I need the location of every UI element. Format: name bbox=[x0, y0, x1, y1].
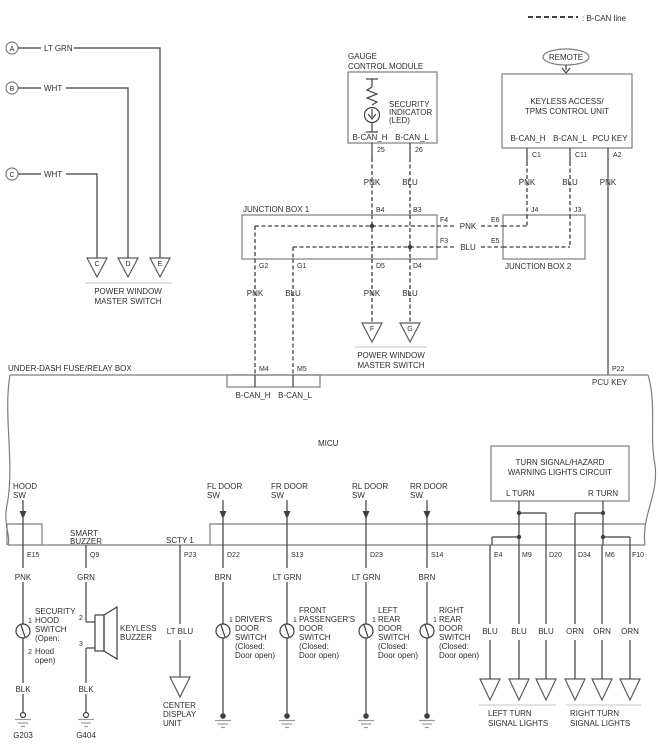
fr-door-label-1: FR DOOR bbox=[271, 482, 308, 491]
keyless-pin-c1: C1 bbox=[532, 152, 541, 159]
keyless-pin-bcanh: B-CAN_H bbox=[510, 134, 546, 143]
buzzer-speaker-icon bbox=[95, 607, 117, 659]
door-label: DRIVER'S bbox=[235, 615, 273, 624]
jb1-title: JUNCTION BOX 1 bbox=[243, 205, 310, 214]
display-label-3: UNIT bbox=[163, 719, 182, 728]
pin-m5: M5 bbox=[297, 366, 307, 373]
junction-box-1 bbox=[242, 205, 448, 270]
hood-sw-label-2: SW bbox=[13, 491, 26, 500]
keyless-pin-a2: A2 bbox=[613, 152, 622, 159]
triangle-c-letter: C bbox=[94, 261, 100, 268]
junction-box-2 bbox=[491, 207, 585, 271]
wire-color-ltgrn: LT GRN bbox=[272, 573, 302, 582]
keyless-buzzer bbox=[76, 545, 156, 740]
door-label: Door open) bbox=[439, 651, 480, 660]
ground-dot-icon bbox=[220, 713, 226, 719]
ground-terminal-icon bbox=[21, 713, 26, 718]
gauge-control-module bbox=[348, 52, 437, 215]
wire-color-pnk: PNK bbox=[363, 289, 381, 298]
wire-color-blu: BLU bbox=[511, 627, 527, 636]
hood-sw-input bbox=[13, 482, 37, 545]
right-turn-label-2: SIGNAL LIGHTS bbox=[570, 719, 631, 728]
power-window-label-1: POWER WINDOW bbox=[94, 287, 162, 296]
door-switch-pin: 1 bbox=[372, 617, 376, 624]
junction-dot bbox=[517, 535, 521, 539]
door-switch-pin: 1 bbox=[229, 617, 233, 624]
buzzer-label-2: BUZZER bbox=[120, 633, 152, 642]
hood-switch-label-1: SECURITY bbox=[35, 607, 76, 616]
wire-color-wht: WHT bbox=[44, 170, 63, 179]
under-dash-fuse-relay-box bbox=[6, 364, 656, 559]
right-rear-door-switch bbox=[419, 545, 480, 728]
turn-signal-hazard-circuit bbox=[491, 446, 630, 545]
wire-color-blu: BLU bbox=[402, 178, 418, 187]
hood-switch-label-5: Hood bbox=[35, 647, 55, 656]
triangle-connector-icon bbox=[509, 679, 529, 700]
center-display-unit bbox=[163, 545, 197, 728]
door-label: (Closed: bbox=[439, 642, 469, 651]
wire-color-blu: BLU bbox=[562, 178, 578, 187]
turn-circuit-title-2: WARNING LIGHTS CIRCUIT bbox=[507, 468, 613, 477]
power-window-label-2: MASTER SWITCH bbox=[94, 297, 162, 306]
ground-dot-icon bbox=[363, 713, 369, 719]
left-turn-label-1: LEFT TURN bbox=[488, 709, 532, 718]
wire-color-blu: BLU bbox=[460, 243, 476, 252]
pin-m9: M9 bbox=[522, 552, 532, 559]
door-label: DOOR bbox=[439, 624, 463, 633]
connector-c bbox=[6, 168, 97, 258]
jb2-pin-j4: J4 bbox=[531, 207, 539, 214]
indicator-label-3: (LED) bbox=[389, 116, 410, 125]
jb1-box bbox=[242, 215, 437, 259]
gauge-title-1: GAUGE bbox=[348, 52, 377, 61]
hood-switch-pin-2: 2 bbox=[28, 649, 32, 656]
wire-color-brn: BRN bbox=[214, 573, 232, 582]
keyless-pin-c11: C11 bbox=[575, 152, 588, 159]
rl-door-label-1: RL DOOR bbox=[352, 482, 389, 491]
rr-door-label-1: RR DOOR bbox=[410, 482, 448, 491]
triangle-connector-icon bbox=[620, 679, 640, 700]
wire-color-blk: BLK bbox=[78, 685, 94, 694]
indicator-label-2: INDICATOR bbox=[389, 108, 433, 117]
hood-switch-label-3: SWITCH bbox=[35, 625, 67, 634]
r-turn-label: R TURN bbox=[588, 489, 619, 498]
wire-color-ltgrn: LT GRN bbox=[351, 573, 381, 582]
door-label: SWITCH bbox=[378, 633, 410, 642]
fl-door-label-2: SW bbox=[207, 491, 220, 500]
jb2-title: JUNCTION BOX 2 bbox=[505, 262, 572, 271]
jb1-pin-g2: G2 bbox=[259, 263, 269, 270]
fusebox-right-edge bbox=[644, 375, 655, 545]
fl-door-label-1: FL DOOR bbox=[207, 482, 243, 491]
door-label: Door open) bbox=[235, 651, 276, 660]
pin-d22: D22 bbox=[227, 552, 240, 559]
pin-m6: M6 bbox=[605, 552, 615, 559]
door-label: REAR bbox=[439, 615, 462, 624]
wire-color-blu: BLU bbox=[285, 289, 301, 298]
ground-g203: G203 bbox=[13, 731, 33, 740]
junction-dot bbox=[601, 511, 605, 515]
down-arrowhead-icon bbox=[363, 511, 370, 519]
display-label-2: DISPLAY bbox=[163, 710, 197, 719]
rr-door-sw-input bbox=[410, 482, 448, 545]
drivers-door-switch bbox=[215, 545, 276, 728]
buzzer-pin-3: 3 bbox=[79, 641, 83, 648]
hood-sw-label-1: HOOD bbox=[13, 482, 37, 491]
door-label: (Closed: bbox=[235, 642, 265, 651]
hood-switch-label-2: HOOD bbox=[35, 616, 59, 625]
fusebox-title: UNDER-DASH FUSE/RELAY BOX bbox=[8, 364, 132, 373]
wire-color-blu: BLU bbox=[538, 627, 554, 636]
wire-color-wht: WHT bbox=[44, 84, 63, 93]
hood-switch-label-4: (Open: bbox=[35, 634, 60, 643]
power-window-label-2: MASTER SWITCH bbox=[357, 361, 425, 370]
rl-door-sw-input bbox=[352, 482, 388, 545]
door-label: DOOR bbox=[378, 624, 402, 633]
down-arrowhead-icon bbox=[20, 511, 27, 519]
jb2-pin-e6: E6 bbox=[491, 217, 500, 224]
gauge-pin-bcanh: B-CAN_H bbox=[352, 133, 388, 142]
connector-b-letter: B bbox=[9, 86, 15, 93]
triangle-connector-icon bbox=[170, 677, 190, 697]
wire-color-orn: ORN bbox=[593, 627, 611, 636]
wire-color-pnk: PNK bbox=[246, 289, 264, 298]
jb1-lower-wires bbox=[247, 259, 427, 375]
door-label: LEFT bbox=[378, 606, 398, 615]
down-arrowhead-icon bbox=[220, 511, 227, 519]
ground-terminal-icon bbox=[84, 713, 89, 718]
door-label: (Closed: bbox=[378, 642, 408, 651]
door-label: SWITCH bbox=[439, 633, 471, 642]
wire-color-blk: BLK bbox=[15, 685, 31, 694]
pin-e15: E15 bbox=[27, 552, 40, 559]
wire-color-orn: ORN bbox=[566, 627, 584, 636]
fusebox-bottom-pins bbox=[27, 552, 644, 559]
jb2-pin-j3: J3 bbox=[574, 207, 582, 214]
fusebox-bcanh: B-CAN_H bbox=[235, 391, 271, 400]
fusebox-pcu-key: PCU KEY bbox=[592, 378, 628, 387]
door-label: RIGHT bbox=[439, 606, 464, 615]
bcan-legend bbox=[528, 14, 627, 23]
connector-a-letter: A bbox=[9, 46, 15, 53]
triangle-d-letter: D bbox=[125, 261, 131, 268]
keyless-access-tpms-unit bbox=[502, 49, 632, 375]
indicator-label-1: SECURITY bbox=[389, 100, 430, 109]
wire-color-pnk: PNK bbox=[363, 178, 381, 187]
right-turn-signal-lights bbox=[565, 545, 641, 728]
triangle-e-letter: E bbox=[157, 261, 163, 268]
rl-door-label-2: SW bbox=[352, 491, 365, 500]
buzzer-pin-2: 2 bbox=[79, 615, 83, 622]
door-label: Door open) bbox=[299, 651, 340, 660]
jb1-pin-b3: B3 bbox=[413, 207, 422, 214]
rr-door-label-2: SW bbox=[410, 491, 423, 500]
pin-s13: S13 bbox=[291, 552, 304, 559]
door-label: REAR bbox=[378, 615, 401, 624]
left-turn-label-2: SIGNAL LIGHTS bbox=[488, 719, 549, 728]
power-window-master-switch-top bbox=[85, 258, 172, 306]
wire-color-blu: BLU bbox=[482, 627, 498, 636]
switch-shelf bbox=[210, 524, 646, 545]
triangle-connector-icon bbox=[592, 679, 612, 700]
hood-switch-label-6: open) bbox=[35, 656, 56, 665]
jb1-pin-d5: D5 bbox=[376, 263, 385, 270]
wire-color-pnk: PNK bbox=[14, 573, 32, 582]
jb2-box bbox=[503, 215, 585, 259]
keyless-pin-bcanl: B-CAN_L bbox=[553, 134, 587, 143]
pin-q9: Q9 bbox=[90, 552, 100, 559]
pin-d23: D23 bbox=[370, 552, 383, 559]
pin-s14: S14 bbox=[431, 552, 444, 559]
left-turn-signal-lights bbox=[479, 545, 556, 728]
interbox-bcan-lines bbox=[437, 222, 503, 252]
buzzer-label-1: KEYLESS bbox=[120, 624, 157, 633]
keyless-pin-pcukey: PCU KEY bbox=[592, 134, 628, 143]
right-turn-label-1: RIGHT TURN bbox=[570, 709, 620, 718]
fr-door-sw-input bbox=[271, 482, 308, 545]
triangle-connector-icon bbox=[565, 679, 585, 700]
jb1-pin-g1: G1 bbox=[297, 263, 307, 270]
bcan-legend-label: : B-CAN line bbox=[582, 14, 627, 23]
l-turn-label: L TURN bbox=[506, 489, 535, 498]
pin-p22: P22 bbox=[612, 366, 625, 373]
wire-color-brn: BRN bbox=[418, 573, 436, 582]
front-passenger-door-switch bbox=[273, 545, 355, 728]
wire-color-pnk: PNK bbox=[459, 222, 477, 231]
ground-dot-icon bbox=[424, 713, 430, 719]
jb1-pin-d4: D4 bbox=[413, 263, 422, 270]
door-label: PASSENGER'S bbox=[299, 615, 356, 624]
hood-switch-pin-1: 1 bbox=[28, 618, 32, 625]
junction-dot bbox=[601, 535, 605, 539]
gauge-pin-bcanl: B-CAN_L bbox=[395, 133, 429, 142]
door-label: SWITCH bbox=[235, 633, 267, 642]
door-switch-pin: 1 bbox=[293, 617, 297, 624]
display-label-1: CENTER bbox=[163, 701, 196, 710]
hood-switch-cell bbox=[7, 524, 42, 545]
door-label: DOOR bbox=[299, 624, 323, 633]
ground-g404: G404 bbox=[76, 731, 96, 740]
pin-m4: M4 bbox=[259, 366, 269, 373]
wire-color-ltblu: LT BLU bbox=[166, 627, 194, 636]
gauge-pin-25: 25 bbox=[377, 147, 385, 154]
down-arrowhead-icon bbox=[424, 511, 431, 519]
triangle-f-letter: F bbox=[369, 326, 375, 333]
m4-m5-connector bbox=[227, 375, 320, 387]
power-window-label-1: POWER WINDOW bbox=[357, 351, 425, 360]
door-label: SWITCH bbox=[299, 633, 331, 642]
pin-d34: D34 bbox=[578, 552, 591, 559]
pin-e4: E4 bbox=[494, 552, 503, 559]
wire-color-pnk: PNK bbox=[599, 178, 617, 187]
down-arrowhead-icon bbox=[284, 511, 291, 519]
wire-color-ltgrn: LT GRN bbox=[44, 44, 73, 53]
triangle-connector-icon bbox=[480, 679, 500, 700]
ground-dot-icon bbox=[284, 713, 290, 719]
fusebox-left-edge bbox=[6, 375, 10, 545]
gauge-pin-26: 26 bbox=[415, 147, 423, 154]
pin-d20: D20 bbox=[549, 552, 562, 559]
left-rear-door-switch bbox=[352, 545, 419, 728]
door-label: Door open) bbox=[378, 651, 419, 660]
pin-f10: F10 bbox=[632, 552, 645, 559]
remote-label: REMOTE bbox=[548, 53, 584, 62]
triangle-g-letter: G bbox=[407, 326, 413, 333]
door-switch-pin: 1 bbox=[433, 617, 437, 624]
connector-a bbox=[6, 42, 160, 258]
jb1-pin-f3: F3 bbox=[440, 238, 449, 245]
wire-color-pnk: PNK bbox=[518, 178, 536, 187]
junction-dot bbox=[408, 245, 412, 249]
door-label: (Closed: bbox=[299, 642, 329, 651]
connector-c-letter: C bbox=[9, 172, 15, 179]
wire-color-orn: ORN bbox=[621, 627, 639, 636]
fl-door-sw-input bbox=[207, 482, 242, 545]
keyless-title-2: TPMS CONTROL UNIT bbox=[524, 107, 610, 116]
gauge-title-2: CONTROL MODULE bbox=[348, 62, 424, 71]
fusebox-bcanl: B-CAN_L bbox=[278, 391, 312, 400]
jb1-pin-f4: F4 bbox=[440, 217, 449, 224]
wire-color-blu: BLU bbox=[402, 289, 418, 298]
junction-dot bbox=[370, 224, 374, 228]
triangle-connector-icon bbox=[536, 679, 556, 700]
pin-p23: P23 bbox=[184, 552, 197, 559]
jb1-pin-b4: B4 bbox=[376, 207, 385, 214]
security-indicator-led-icon bbox=[365, 79, 380, 132]
fr-door-label-2: SW bbox=[271, 491, 284, 500]
keyless-title-1: KEYLESS ACCESS/ bbox=[530, 97, 604, 106]
turn-circuit-title-1: TURN SIGNAL/HAZARD bbox=[515, 458, 605, 467]
smart-buzzer-label-1: SMART bbox=[70, 529, 98, 538]
micu-label: MICU bbox=[318, 439, 339, 448]
door-label: FRONT bbox=[299, 606, 327, 615]
door-label: DOOR bbox=[235, 624, 259, 633]
smart-buzzer-label-2: BUZZER bbox=[70, 537, 102, 546]
wire-color-grn: GRN bbox=[77, 573, 95, 582]
scty1-label: SCTY 1 bbox=[166, 536, 194, 545]
connector-b bbox=[6, 82, 128, 258]
security-hood-switch bbox=[13, 545, 76, 740]
junction-dot bbox=[517, 511, 521, 515]
jb2-pin-e5: E5 bbox=[491, 238, 500, 245]
